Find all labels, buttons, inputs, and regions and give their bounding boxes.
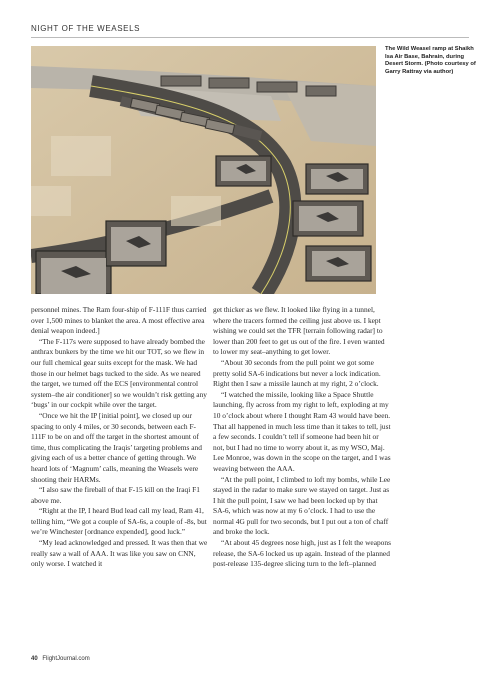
paragraph: “At about 45 degrees nose high, just as I felt the weapons release, the SA-6 locked us up again. Instead of the planned post-release 135-degree slicing turn to the left–planned (213, 538, 391, 569)
page-footer (31, 656, 90, 662)
paragraph: personnel mines. The Ram four-ship of F-111F thus carried over 1,500 mines to blanket the area. A most effective area denial weapon indeed.] (31, 305, 207, 336)
paragraph: “I watched the missile, looking like a Space Shuttle launching, fly across from my right to left, exploding at my 10 o’clock about where I thought Ram 43 would have been. That all happened in much less time than it takes to tell, just a few seconds. I couldn’t tell if someone had been hit or not, but I had no time to worry about it, as my WSO, Maj. Lee Monroe, was down in the scope on the target, and I was weaving between the AAA. (213, 389, 391, 473)
article-left-column (31, 305, 209, 570)
running-header: NIGHT OF THE WEASELS (31, 24, 141, 33)
paragraph: “Once we hit the IP [initial point], we closed up our spacing to only 4 miles, or 30 seconds, between each F-111F to be on and off the target in the shortest amount of time, thus complicating the Iraqis’ targeting problems and giving each of us a better chance of getting through. We heard lots of ‘Magnum’ calls, meaning the Weasels were shooting their HARMs. (31, 410, 202, 484)
paragraph: “I also saw the fireball of that F-15 kill on the Iraqi F1 above me. (31, 485, 200, 505)
paragraph: get thicker as we flew. It looked like flying in a tunnel, where the tracers formed the ceiling just above us. I kept wishing we could set the TFR [terrain following radar] to lower than 200 feet to get us out of the fire. I even wanted to lower my seat–anything to get lower. (213, 305, 385, 357)
paragraph: “Right at the IP, I heard Bud lead call my lead, Ram 41, telling him, “We got a couple of SA-6s, a couple of -8s, but we’re Winchester [ordnance expended], good luck.” (31, 506, 207, 537)
paragraph: “The F-117s were supposed to have already bombed the anthrax bunkers by the time we hit our TOT, so we flew in our full chemical gear suits except for the mask. We had those in our helmet bags tucked to the side. As we neared the target, we turned off the ECS [environmental control system–the air conditioner] so we wouldn’t risk getting any ‘bugs’ in our cockpit while over the target. (31, 336, 207, 410)
footer-site: FlightJournal.com (42, 656, 90, 662)
paragraph: “My lead acknowledged and pressed. It was then that we really saw a wall of AAA. It was like you saw on CNN, only worse. I watched it (31, 538, 208, 569)
photo-caption: The Wild Weasel ramp at Shaikh Isa Air Base, Bahrain, during Desert Storm. (Photo courtesy of Garry Rattray via author) (385, 46, 476, 75)
article-right-column (213, 305, 391, 570)
header-rule (31, 37, 469, 38)
page-number: 40 (31, 656, 38, 662)
paragraph: “About 30 seconds from the pull point we got some pretty solid SA-6 indications but never a lock indication. Right then I saw a missile launch at my right, 2 o’clock. (213, 357, 381, 389)
paragraph: “At the pull point, I climbed to loft my bombs, while Lee stayed in the radar to make sure we stayed on target. Just as I hit the pull point, I saw we had been locked up by that SA-6, which was now at my 6 o’clock. I had to use the normal 4G pull for two seconds, but I put out a ton of chaff and broke the lock. (213, 474, 391, 537)
aerial-photo (31, 46, 376, 294)
